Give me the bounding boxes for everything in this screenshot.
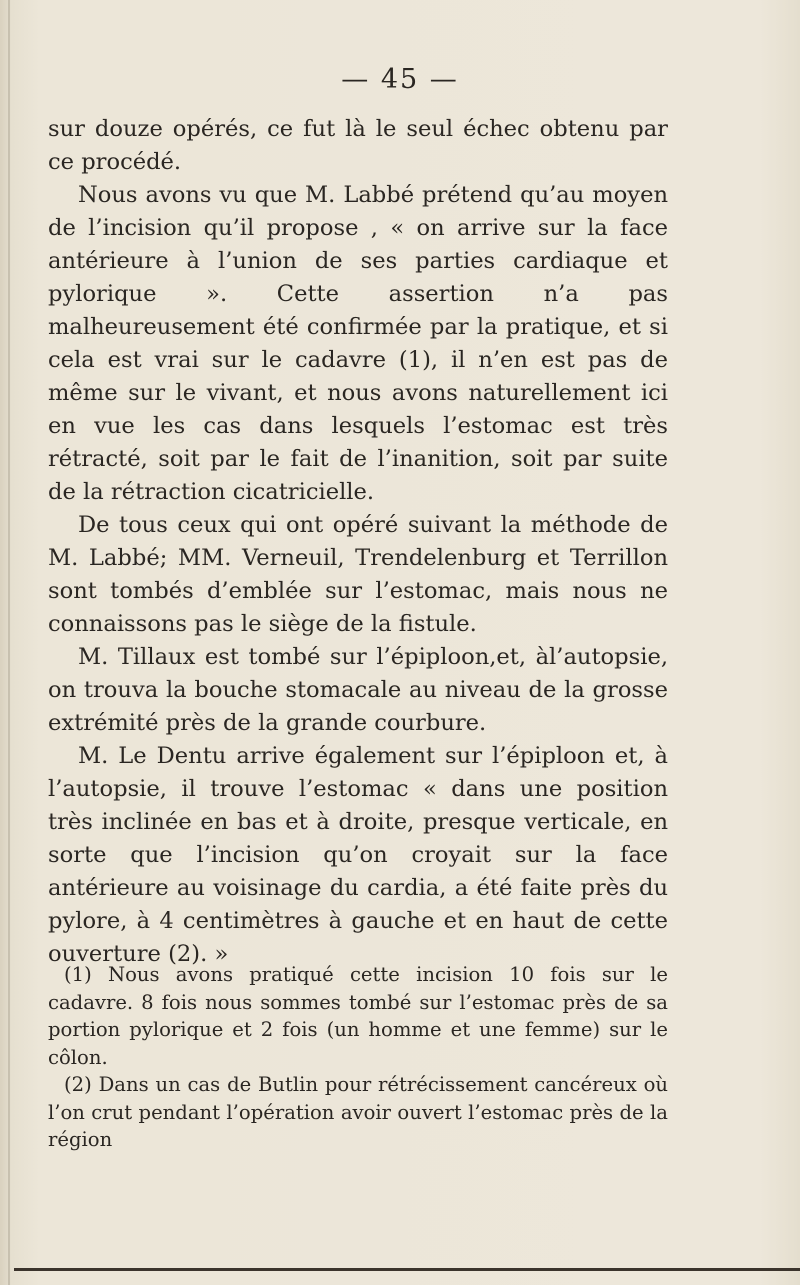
binding-shadow: [8, 0, 10, 1285]
page-bottom-edge: [14, 1268, 800, 1271]
paragraph-4: M. Tillaux est tombé sur l’épiploon,et, àl’autopsie, on trouva la bouche stomacale au niveau de la grosse extrémité près de la grande courbure.: [48, 644, 668, 736]
page-number: — 45 —: [341, 64, 459, 95]
main-text: [48, 113, 668, 971]
paragraph-3: De tous ceux qui ont opéré suivant la méthode de M. Labbé; MM. Verneuil, Trendelenburg et Terrillon sont tombés d’emblée sur l’estomac, mais nous ne connaissons pas le siège de la fistule.: [48, 512, 668, 637]
paragraph-5: M. Le Dentu arrive également sur l’épiploon et, à l’autopsie, il trouve l’estomac « dans une position très inclinée en bas et à droite, presque verticale, en sorte que l’incision qu’on croyait sur la face antérieure au voisinage du cardia, a été faite près du pylore, à 4 centimètres à gauche et en haut de cette ouverture (2). »: [48, 743, 668, 967]
footnotes: [48, 961, 668, 1154]
footnote-2: (2) Dans un cas de Butlin pour rétrécissement cancéreux où l’on crut pendant l’opération avoir ouvert l’estomac près de la région: [48, 1073, 668, 1151]
paragraph-1: sur douze opérés, ce fut là le seul échec obtenu par ce procédé.: [48, 116, 668, 175]
paragraph-2: Nous avons vu que M. Labbé prétend qu’au moyen de l’incision qu’il propose , « on arrive sur la face antérieure à l’union de ses parties cardiaque et pylorique ». Cette assertion n’a pas malheureusement été confirmée par la pratique, et si cela est vrai sur le cadavre (1), il n’en est pas de même sur le vivant, et nous avons naturellement ici en vue les cas dans lesquels l’estomac est très rétracté, soit par le fait de l’inanition, soit par suite de la rétraction cicatricielle.: [48, 182, 668, 505]
footnote-1: (1) Nous avons pratiqué cette incision 10 fois sur le cadavre. 8 fois nous sommes tombé sur l’estomac près de sa portion pylorique et 2 fois (un homme et une femme) sur le côlon.: [48, 963, 668, 1069]
